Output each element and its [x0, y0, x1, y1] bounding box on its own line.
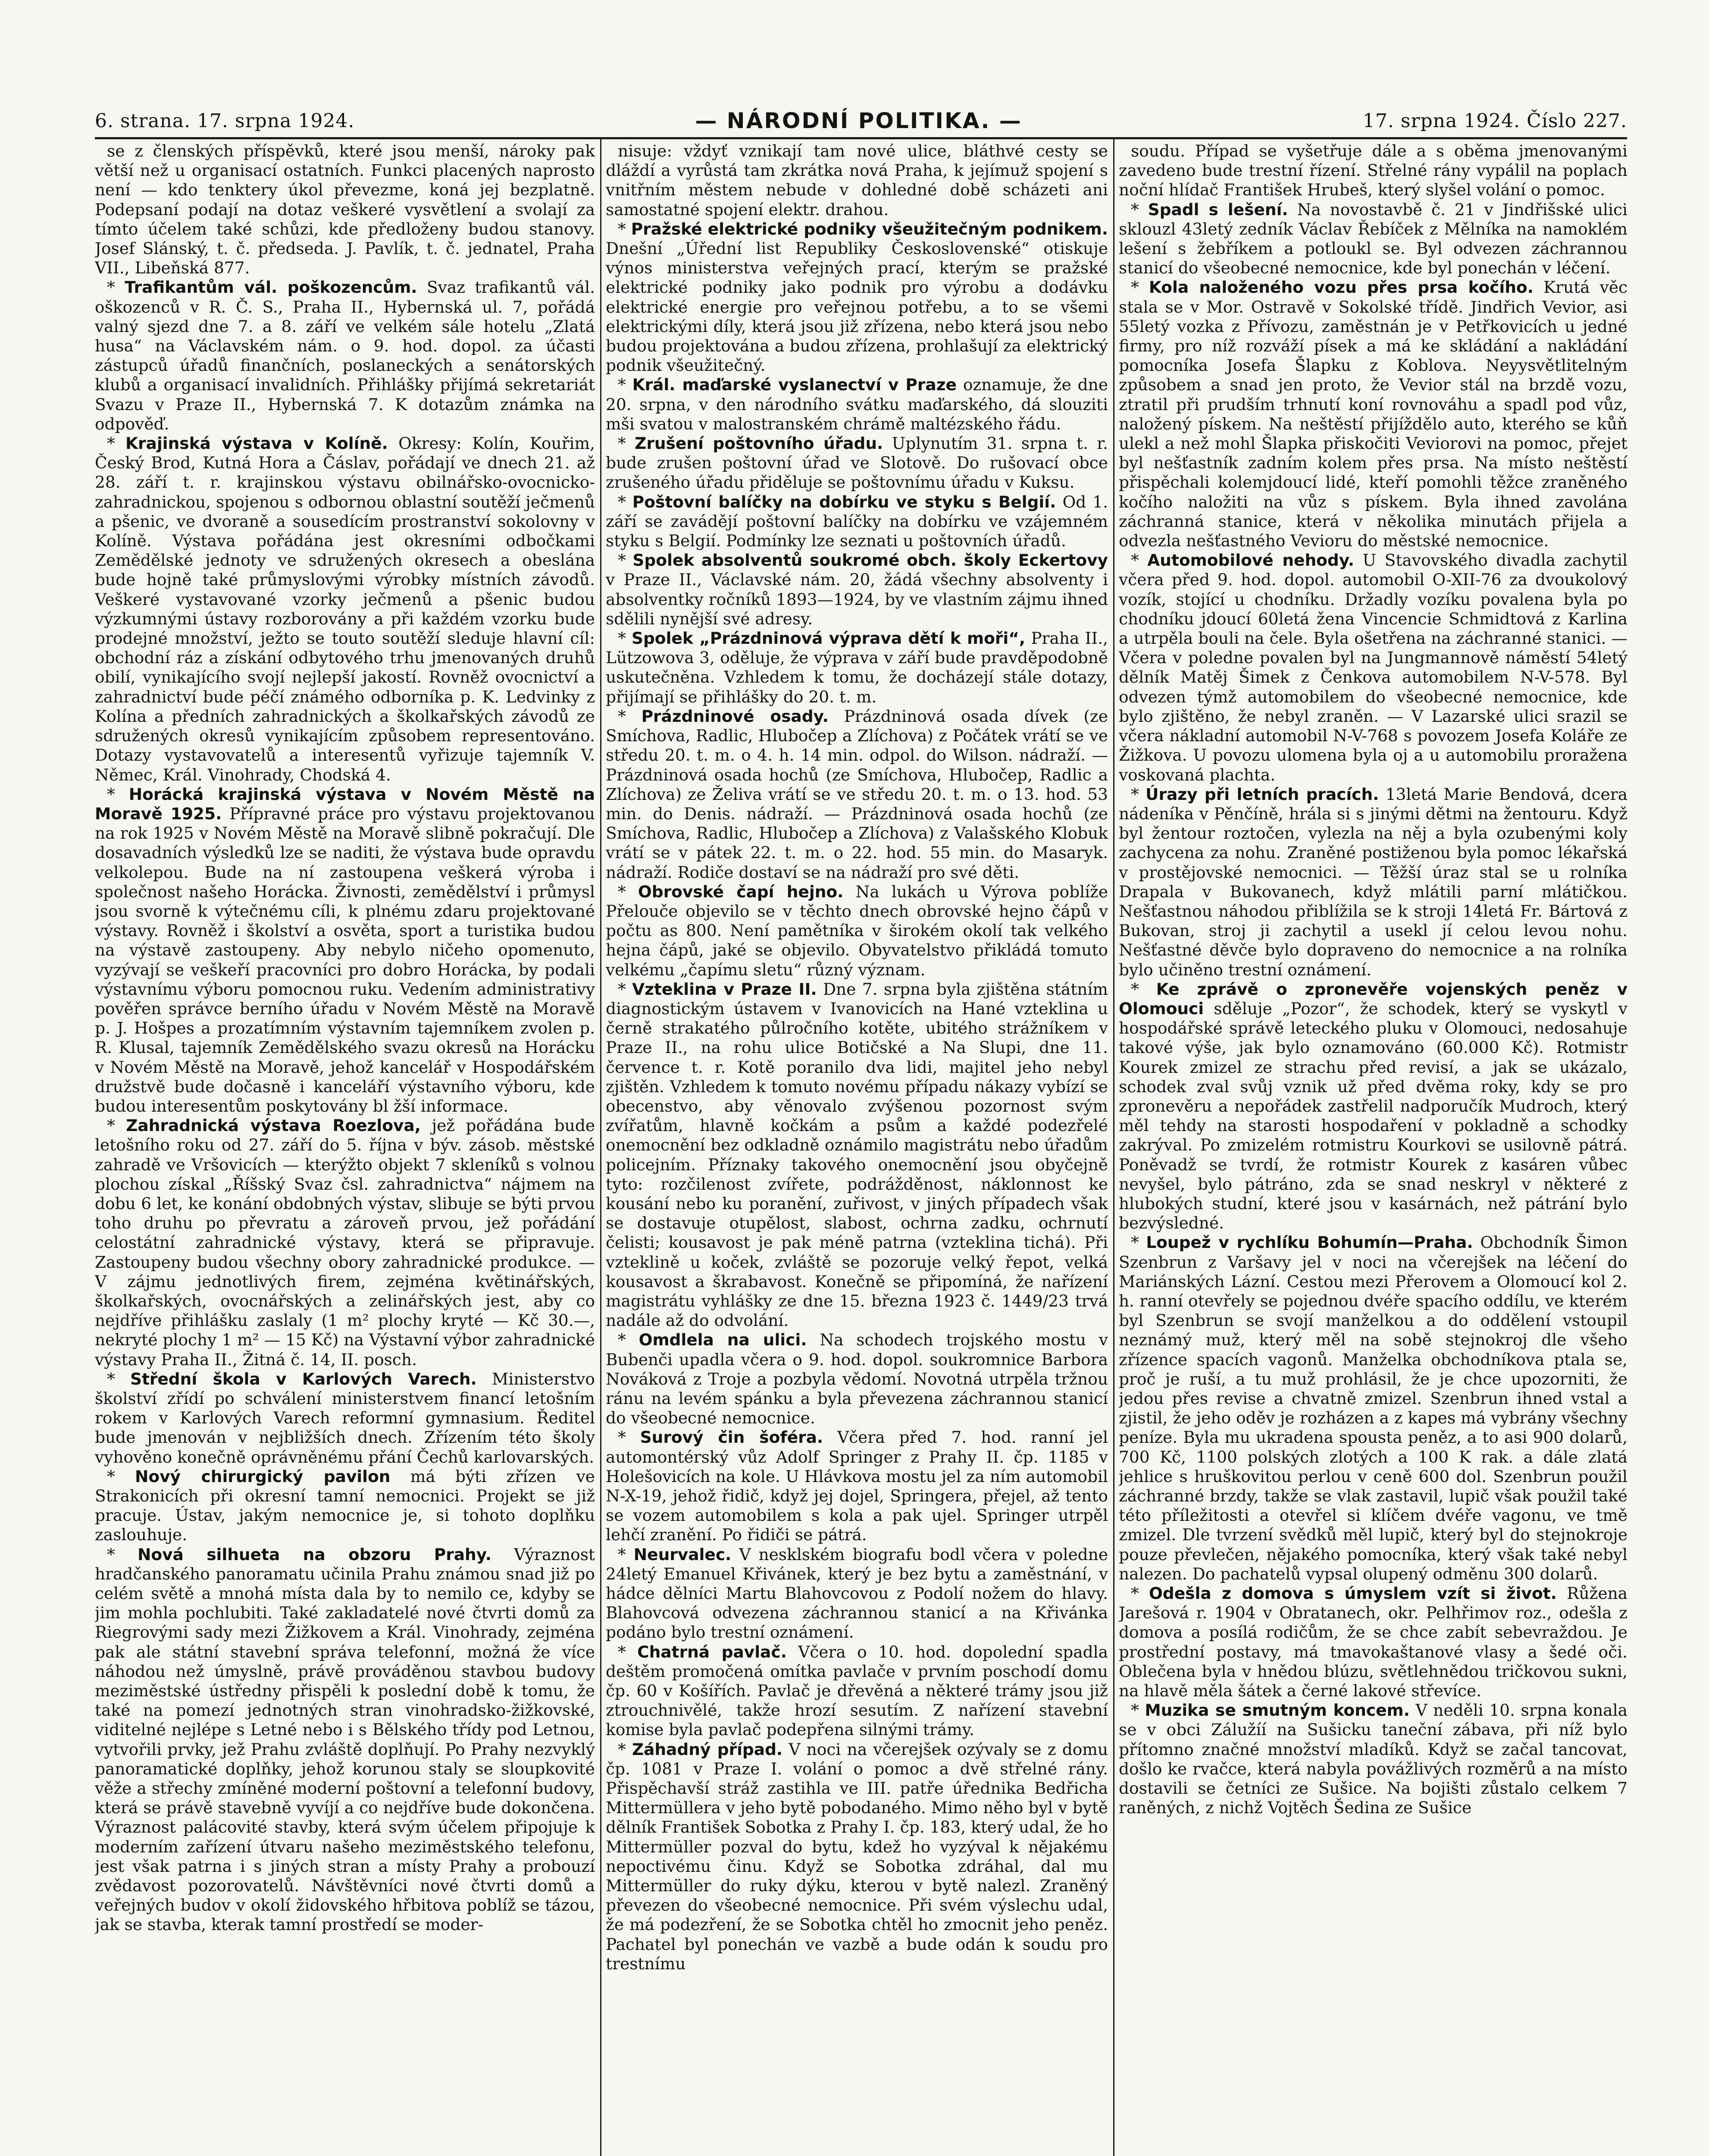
article-heading: Loupež v rychlíku Bohumín—Praha. [1146, 1233, 1473, 1252]
article-heading: Nový chirurgický pavilon [135, 1467, 391, 1486]
article-paragraph: * Automobilové nehody. U Stavovského divadla zachytil včera před 9. hod. dopol. automobil O-XII-76 za dvoukolový vozík, stojící u chodníku. Držadly vozíku povalena byla po chodníku jdoucí 60letá žena Vincencie Schmidtová z Karlina a utrpěla bouli na čele. Byla ošetřena na záchranné stanici. — Včera v poledne povalen byl na Jungmannově náměstí 54letý dělník Matěj Šimek z Čenkova automobilem N-V-578. Byl odvezen týmž automobilem do všeobecné nemocnice, kde bylo zjištěno, že nebyl zraněn. — V Lazarské ulici srazil se včera nákladní automobil N-V-768 s povozem Josefa Koláře ze Žižkova. U povozu ulomena byla oj a u automobilu proražena voskovaná plachta. [1119, 551, 1628, 784]
article-text: Včera o 10. hod. dopolední spadla deštěm promočená omítka pavlače v prvním poschodí domu čp. 60 v Košířích. Pavlač je dřevěná a některé trámy jsou již ztrouchnivělé, takže hrozí sesutím. Z nařízení stavební komise byla pavlač podepřena silnými trámy. [606, 1642, 1108, 1739]
column-divider [1113, 137, 1114, 2156]
article-heading: Střední škola v Karlových Varech. [130, 1369, 477, 1388]
article-paragraph: * Prázdninové osady. Prázdninová osada dívek (ze Smíchova, Radlic, Hlubočep a Zlíchova) z Počátek vrátí se ve středu 20. t. m. o 4. h. 14 min. odpol. do Wilson. nádraží. — Prázdninová osada hochů (ze Smíchova, Hlubočep, Radlic a Zlíchova) ze Želiva vrátí se ve středu 20. t. m. o 13. hod. 53 min. do Denis. nádraží. — Prázdninová osada hochů (ze Smíchova, Radlic, Hlubočep a Zlíchova) z Valašského Klobuk vrátí se v pátek 22. t. m. o 22. hod. 55 min. do Masaryk. nádraží. Rodiče dostaví se na nádraží pro své děti. [606, 706, 1108, 882]
newspaper-title: — NÁRODNÍ POLITIKA. — [695, 108, 1022, 133]
article-text: Na lukách u Výrova poblíže Přelouče objevilo se v těchto dnech obrovské hejno čápů v počtu as 800. Není pamětníka v širokém okolí tak velkého hejna čápů, jaké se objevilo. Obyvatelstvo přikládá tomuto velkému „čapímu sletu“ různý význam. [606, 882, 1108, 979]
article-text: soudu. Případ se vyšetřuje dále a s oběma jmenovanými zavedeno bude trestní řízení. Střelné rány vypálil na poplach noční hlídač František Hrubeš, který slyšel volání o pomoc. [1119, 141, 1628, 200]
article-text: U Stavovského divadla zachytil včera před 9. hod. dopol. automobil O-XII-76 za dvoukolový vozík, stojící u chodníku. Držadly vozíku povalena byla po chodníku jdoucí 60letá žena Vincencie Schmidtová z Karlina a utrpěla bouli na čele. Byla ošetřena na záchranné stanici. — Včera v poledne povalen byl na Jungmannově náměstí 54letý dělník Matěj Šimek z Čenkova automobilem N-V-578. Byl odvezen týmž automobilem do všeobecné nemocnice, kde bylo zjištěno, že nebyl zraněn. — V Lazarské ulici srazil se včera nákladní automobil N-V-768 s povozem Josefa Koláře ze Žižkova. U povozu ulomena byla oj a u automobilu proražena voskovaná plachta. [1119, 551, 1628, 784]
article-paragraph: * Vzteklina v Praze II. Dne 7. srpna byla zjištěna státním diagnostickým ústavem v Ivanovicích na Hané vzteklina u černě strakatého půlročního kotěte, ubitého strážníkem v Praze II., na rohu ulice Botičské a Na Slupi, dne 11. července t. r. Kotě poranilo dva lidi, majitel jeho nebyl zjištěn. Vzhledem k tomuto novému případu nákazy vybízí se obecenstvo, aby věnovalo zvýšenou pozornost svým zvířatům, hlavně kočkám a psům a každé podezřelé onemocnění bez odkladně oznámilo magistrátu nebo úřadům policejním. Příznaky takového onemocnění jsou obyčejně tyto: rozčilenost zvířete, podrážděnost, náklonnost ke kousání nebo ku poranění, zuřivost, v jiných případech však se dostavuje otupělost, slabost, ochrna zadku, ochrnutí čelisti; kousavost je pak méně patrna (vzteklina tichá). Při vzteklině u koček, zvláště se pozoruje velký řepot, velká kousavost a škrabavost. Konečně se připomíná, že nařízení magistrátu vyhlášky ze dne 15. března 1923 č. 1449/23 trvá nadále až do odvolání. [606, 979, 1108, 1330]
article-heading: Muzika se smutným koncem. [1145, 1701, 1410, 1720]
article-paragraph: * Kola naloženého vozu přes prsa kočího. Krutá věc stala se v Mor. Ostravě v Sokolské třídě. Jindřich Vevior, asi 55letý vozka z Přívozu, zaměstnán je v Petřkovicích u jedné firmy, pro níž rozváží písek a má ke skládání a nakládání pomocníka Josefa Šlapku z Koblova. Neyysvětlitelným způsobem a snad jen proto, že Vevior stál na brzdě vozu, ztratil při prudším trhnutí koní rovnováhu a spadl pod vůz, naložený pískem. Na neštěstí přijíždělo auto, kterého se kůň ulekl a než mohl Šlapka přiskočiti Veviorovi na pomoc, přejet byl nešťastník zadním kolem přes prsa. Na místo neštěstí přispěchali kolemjdoucí lidé, kteří pomohli těžce zraněného kočího naložiti na vůz s pískem. Byla ihned zavolána záchranná stanice, která v několika minutách přijela a odvezla nešťastného Vevioru do městské nemocnice. [1119, 278, 1628, 551]
header-rule [95, 137, 1627, 139]
article-paragraph: * Spolek absolventů soukromé obch. školy Eckertovy v Praze II., Václavské nám. 20, žádá všechny absolventy i absolventky ročníků 1893—1924, by ve vlastním zájmu ihned sdělili nynější své adresy. [606, 551, 1108, 628]
article-text: Přípravné práce pro výstavu projektovanou na rok 1925 v Novém Městě na Moravě slibně pokračují. Dle dosavadních výsledků lze se naditi, že výstava bude opravdu velkolepou. Bude na ní zastoupena veškerá výroba i společnost našeho Horácka. Živnosti, zemědělství i průmysl jsou svorně k výtečnému cíli, k plnému zdaru projektované výstavy. Rovněž i školství a osvěta, sport a turistika budou na výstavě zastoupeny. Aby nebylo ničeho opomenuto, vyzývají se veškeří pracovníci pro dobro Horácka, by podali výstavnímu výboru pomocnou ruku. Vedením administrativy pověřen správce berního úřadu v Novém Městě na Moravě p. J. Hošpes a prozatímním výstavním tajemníkem zvolen p. R. Klusal, tajemník Zemědělského svazu okresů na Horácku v Novém Městě na Moravě, jehož kancelář v Hospodářském družstvě bude dočasně i kanceláří výstavního výboru, kde budou interesentům poskytovány bl žší informace. [95, 804, 595, 1116]
article-paragraph: * Král. maďarské vyslanectví v Praze oznamuje, že dne 20. srpna, v den národního svátku maďarského, dá slouziti mši svatou v malostranském chrámě maltézského řádu. [606, 375, 1108, 433]
article-heading: Surový čin šoféra. [640, 1428, 823, 1447]
article-heading: Neurvalec. [633, 1545, 732, 1564]
article-text: se z členských příspěvků, které jsou menší, nároky pak větší než u organisací ostatních. Funkci placených naprosto není — kdo tenktery úkol převezme, koná jej bezplatně. Podepsaní podají na dotaz veškeré vysvětlení a svolají za tímto účelem také schůzi, kde předloženy budou stanovy. Josef Slánský, t. č. předseda. J. Pavlík, t. č. jednatel, Praha VII., Libeňská 877. [95, 141, 595, 278]
article-text: v Praze II., Václavské nám. 20, žádá všechny absolventy i absolventky ročníků 1893—1924, by ve vlastním zájmu ihned sdělili nynější své adresy. [606, 570, 1108, 628]
article-text: Růžena Jarešová r. 1904 v Obratanech, okr. Pelhřimov roz., odešla z domova a posílá rodičům, že se chce zabít sebevraždou. Je prostřední postavy, má tmavokaštanové vlasy a šedé oči. Oblečena byla v hnědou blúzu, světlehnědou tričkovou sukni, na hlavě měla šátek a černé lakové střevíce. [1119, 1584, 1628, 1701]
article-paragraph: * Pražské elektrické podniky všeužitečným podnikem. Dnešní „Úřední list Republiky Československé“ otiskuje výnos ministerstva veřejných prací, kterým se pražské elektrické podniky jako podnik pro výrobu a dodávku elektrické energie pro veřejnou potřebu, a to se všemi elektrickými díly, která jsou již zřízena, nebo která jsou nebo budou projektována a budou zřízena, prohlašují za elektrický podnik všeužitečný. [606, 219, 1108, 375]
article-paragraph: * Úrazy při letních pracích. 13letá Marie Bendová, dcera nádeníka v Pěnčíně, hrála si s jinými dětmi na žentouru. Když byl žentour roztočen, vylezla na něj a byla ozubenými koly zachycena za nohu. Zraněné postiženou byla pomoc lékařská v prostějovské nemocnici. — Těžší úraz stal se u rolníka Drapala v Bukovanech, když mlátili parní mlátičkou. Nešťastnou náhodou přiblížila se k stroji 14letá Fr. Bártová z Bukovan, stroj ji zachytil a usekl jí celou levou nohu. Nešťastné děvče bylo dopraveno do nemocnice a na rolníka bylo učiněno trestní oznámení. [1119, 784, 1628, 979]
article-text: nisuje: vždyť vznikají tam nové ulice, bláthvé cesty se dláždí a vyrůstá tam zkrátka nová Praha, k jejímuž spojení s vnitřním městem nebude v dohledné době scházeti ani samostatné spojení elektr. drahou. [606, 141, 1108, 219]
article-heading: Spolek „Prázdninová výprava dětí k moři“, [631, 629, 1026, 648]
article-heading: Nová silhueta na obzoru Prahy. [137, 1545, 491, 1564]
article-paragraph: * Chatrná pavlač. Včera o 10. hod. dopolední spadla deštěm promočená omítka pavlače v prvním poschodí domu čp. 60 v Košířích. Pavlač je dřevěná a některé trámy jsou již ztrouchnivělé, takže hrozí sesutím. Z nařízení stavební komise byla pavlač podepřena silnými trámy. [606, 1642, 1108, 1739]
article-paragraph [606, 141, 1108, 219]
article-heading: Kola naloženého vozu přes prsa kočího. [1149, 278, 1534, 297]
article-text: má býti zřízen ve Strakonicích při okresní tamní nemocnici. Projekt se již pracuje. Ústav, jakým nemocnice je, si tohoto doplňku zaslouhuje. [95, 1467, 595, 1545]
article-heading: Spadl s lešení. [1148, 200, 1288, 219]
article-paragraph: * Zahradnická výstava Roezlova, jež pořádána bude letošního roku od 27. září do 5. října v býv. zásob. městské zahradě ve Vršovicích — kterýžto objekt 7 skleníků s volnou plochou získal „Říšský Svaz čsl. zahradnictva“ nájmem na dobu 6 let, ke konání obdobných výstav, slibuje se býti prvou toho druhu po převratu a zároveň prvou, jež pořádání celostátní zahradnické výstavy, která se připravuje. Zastoupeny budou všechny obory zahradnické produkce. — V zájmu jednotlivých firem, zejména květinářských, školkařských, ovocnářských a zelinářských jest, aby co nejdříve přihlášku zaslaly (1 m² plochy kryté — Kč 30.—, nekryté plochy 1 m² — 15 Kč) na Výstavní výbor zahradnické výstavy Praha II., Žitná č. 14, II. posch. [95, 1116, 595, 1369]
article-heading: Úrazy při letních pracích. [1146, 784, 1379, 804]
article-heading: Omdlela na ulici. [639, 1330, 807, 1350]
article-text: Od 1. září se zavádějí poštovní balíčky na dobírku ve vzájemném styku s Belgií. Podmínky lze seznati u poštovních úřadů. [606, 492, 1108, 551]
column-2 [606, 141, 1108, 2156]
article-paragraph: * Neurvalec. V nesklském biografu bodl včera v poledne 24letý Emanuel Křivánek, který je bez bytu a zaměstnání, v hádce dělníci Martu Blahovcovou z Podolí nožem do hlavy. Blahovcová odvezena záchrannou stanicí a na Křivánka podáno bylo trestní oznámení. [606, 1545, 1108, 1642]
issue-number: 17. srpna 1924. Číslo 227. [1362, 110, 1627, 132]
article-heading: Trafikantům vál. poškozencům. [125, 278, 417, 297]
article-text: Ministerstvo školství zřídí po schválení ministerstvem financí letošním rokem v Karlových Varech reformní gymnasium. Ředitel bude jmenován v nejbližších dnech. Zřízením této školy vyhověno konečně oprávněnému přání Čechů karlovarských. [95, 1369, 595, 1467]
article-heading: Obrovské čapí hejno. [638, 882, 844, 901]
article-text: Okresy: Kolín, Kouřim, Český Brod, Kutná Hora a Čáslav, pořádají ve dnech 21. až 28. září t. r. krajinskou výstavu obilnářsko-ovocnicko-zahradnickou, spojenou s odbornou oblastní soutěží ječmenů a pšenic, ve dvoraně a sousedícím prostranství sokolovny v Kolíně. Výstava pořádána jest okresními odbočkami Zemědělské jednoty ve sdružených okresech a obeslána bude hojně také průmyslovými výrobky místních závodů. Veškeré vystavované vzorky ječmenů a pšenic budou výzkumnými ústavy rozborovány a při každém vzorku bude prodejné množství, ježto se touto soutěží sleduje hlavní cíl: obchodní ráz a získání odbytového trhu jmenovaných druhů obilí, vynikajícího svojí nejlepší jakostí. Rovněž ovocnictví a zahradnictví bude péčí známého odborníka p. K. Ledvinky z Kolína a předních zahradnických a školkařských závodů ze sdružených okresů vynikajícím způsobem representováno. Dotazy vystavovatelů a interesentů vyřizuje tajemník V. Němec, Král. Vinohrady, Chodská 4. [95, 434, 595, 784]
article-heading: Poštovní balíčky na dobírku ve styku s Belgií. [632, 492, 1056, 511]
article-text: oznamuje, že dne 20. srpna, v den národního svátku maďarského, dá slouziti mši svatou v malostranském chrámě maltézského řádu. [606, 375, 1108, 433]
article-text: Na novostavbě č. 21 v Jindřišské ulici sklouzl 43letý zedník Václav Řebíček z Mělníka na namoklém lešení s žebříkem a potloukl se. Byl odvezen záchrannou stanicí do všeobecné nemocnice, kde byl ponechán v léčení. [1119, 200, 1628, 278]
article-paragraph: * Ke zprávě o zpronevěře vojenských peněz v Olomouci sděluje „Pozor“, že schodek, který se vyskytl v hospodářské správě leteckého pluku v Olomouci, nedosahuje takové výše, jak bylo oznamováno (60.000 Kč). Rotmistr Kourek zmizel ze strachu před revisí, a jak se ukázalo, schodek zval svůj vznik už před dvěma roky, kdy se pro zpronevěru a nepořádek zastřelil nadporučík Mudroch, který měl tehdy na starosti hospodaření v pokladně a schodky zakrýval. Po zmizelém rotmistru Kourkovi se usilovně pátrá. Poněvadž se tvrdí, že rotmistr Kourek z kasáren vůbec nevyšel, bylo pátráno, zda se snad neskryl v některé z hlubokých studní, které jsou v kasárnách, než pátrání bylo bezvýsledné. [1119, 979, 1628, 1233]
article-paragraph [1119, 141, 1628, 200]
article-heading: Odešla z domova s úmyslem vzít si život. [1149, 1584, 1557, 1603]
column-1 [95, 141, 595, 2156]
article-paragraph: * Trafikantům vál. poškozencům. Svaz trafikantů vál. oškozenců v R. Č. S., Praha II., Hybernská ul. 7, pořádá valný sjezd dne 7. a 8. září ve velkém sále hotelu „Zlatá husa“ na Václavském nám. o 9. hod. dopol. za účasti zástupců úřadů finančních, poslaneckých a senátorských klubů a organisací invalidních. Přihlášky přijímá sekretariát Svazu v Praze II., Hybernská 7. K dotazům známka na odpověď. [95, 278, 595, 433]
article-heading: Chatrná pavlač. [637, 1642, 787, 1661]
article-paragraph: * Surový čin šoféra. Včera před 7. hod. ranní jel automontérský vůz Adolf Springer z Prahy II. čp. 1185 v Holešovicích na kole. U Hlávkova mostu jel za ním automobil N-X-19, jehož řidič, když jej dojel, Springera, přejel, až tento se vozem automobilem s kola a pak ujel. Springer utrpěl lehčí zranění. Po řidiči se pátrá. [606, 1428, 1108, 1545]
article-text: Dnešní „Úřední list Republiky Československé“ otiskuje výnos ministerstva veřejných prací, kterým se pražské elektrické podniky jako podnik pro výrobu a dodávku elektrické energie pro veřejnou potřebu, a to se všemi elektrickými díly, která jsou již zřízena, nebo která jsou nebo budou projektována a budou zřízena, prohlašují za elektrický podnik všeužitečný. [606, 239, 1108, 375]
article-text: 13letá Marie Bendová, dcera nádeníka v Pěnčíně, hrála si s jinými dětmi na žentouru. Když byl žentour roztočen, vylezla na něj a byla ozubenými koly zachycena za nohu. Zraněné postiženou byla pomoc lékařská v prostějovské nemocnici. — Těžší úraz stal se u rolníka Drapala v Bukovanech, když mlátili parní mlátičkou. Nešťastnou náhodou přiblížila se k stroji 14letá Fr. Bártová z Bukovan, stroj ji zachytil a usekl jí celou levou nohu. Nešťastné děvče bylo dopraveno do nemocnice a na rolníka bylo učiněno trestní oznámení. [1119, 784, 1628, 979]
article-paragraph: * Záhadný případ. V noci na včerejšek ozývaly se z domu čp. 1081 v Praze I. volání o pomoc a dvě střelné rány. Přispěchavší stráž zastihla ve III. patře úřednika Bedřicha Mittermüllera v jeho bytě pobodaného. Mimo něho byl v bytě dělník František Sobotka z Prahy I. čp. 183, který udal, že ho Mittermüller pozval do bytu, kdež ho vyzýval k nějakému nepoctivému činu. Když se Sobotka zdráhal, dal mu Mittermüller do ruky dýku, kterou v bytě nalezl. Zraněný převezen do všeobecné nemocnice. Při svém výslechu udal, že má podezření, že se Sobotka chtěl ho zmocnit jeho peněz. Pachatel byl ponechán ve vazbě a bude odán k soudu pro trestnímu [606, 1739, 1108, 1973]
article-text: Praha II., Lützowova 3, oděluje, že výprava v září bude pravděpodobně uskutečněna. Vzhledem k tomu, že docházejí stále dotazy, přijímají se přihlášky do 20. t. m. [606, 629, 1108, 706]
article-paragraph: * Poštovní balíčky na dobírku ve styku s Belgií. Od 1. září se zavádějí poštovní balíčky na dobírku ve vzájemném styku s Belgií. Podmínky lze seznati u poštovních úřadů. [606, 492, 1108, 551]
article-paragraph: * Nová silhueta na obzoru Prahy. Výraznost hradčanského panoramatu učinila Prahu známou snad již po celém světě a mnohá místa dala by to nemilo ce, kdyby se jim mohla pochlubiti. Také zakladatelé nové čtvrti domů za Riegrovými sady mezi Žižkovem a Král. Vinohrady, zejména pak ale státní stavební správa telefonní, možná že více náhodou než úmyslně, právě prováděnou stavbou budovy meziměstské ústředny přispěli k poslední době k tomu, že také na pomezí jednotných stran vinohradsko-žižkovské, viditelné nejlépe s Letné nebo i s Bělského třídy pod Letnou, vytvořili prvky, jež Prahu zvláště doplňují. Po Prahy nezvyklý panoramatické doplňky, jehož korunou staly se sloupkovité věže a střechy zmíněné moderní poštovní a telefonní budovy, která se právě stavebně vyvíjí a co nejdříve bude dokončena. Výraznost palácovité stavby, která svým účelem připojuje k moderním zařízení útvaru našeho meziměstského telefonu, jest však patrna i s jiných stran a místy Prahy a probouzí zvědavost pozorovatelů. Návštěvníci nové čtvrti domů a veřejných budov v okolí židovského hřbitova poblíž se tázou, jak se stavba, kterak tamní prostředí se moder- [95, 1545, 595, 1934]
article-heading: Zahradnická výstava Roezlova, [126, 1116, 421, 1135]
article-heading: Zrušení poštovního úřadu. [635, 434, 883, 453]
article-paragraph: * Nový chirurgický pavilon má býti zřízen ve Strakonicích při okresní tamní nemocnici. Projekt se již pracuje. Ústav, jakým nemocnice je, si tohoto doplňku zaslouhuje. [95, 1467, 595, 1545]
article-paragraph: * Spolek „Prázdninová výprava dětí k moři“, Praha II., Lützowova 3, oděluje, že výprava v září bude pravděpodobně uskutečněna. Vzhledem k tomu, že docházejí stále dotazy, přijímají se přihlášky do 20. t. m. [606, 629, 1108, 706]
article-paragraph: * Krajinská výstava v Kolíně. Okresy: Kolín, Kouřim, Český Brod, Kutná Hora a Čáslav, pořádají ve dnech 21. až 28. září t. r. krajinskou výstavu obilnářsko-ovocnicko-zahradnickou, spojenou s odbornou oblastní soutěží ječmenů a pšenic, ve dvoraně a sousedícím prostranství sokolovny v Kolíně. Výstava pořádána jest okresními odbočkami Zemědělské jednoty ve sdružených okresech a obeslána bude hojně také průmyslovými výrobky místních závodů. Veškeré vystavované vzorky ječmenů a pšenic budou výzkumnými ústavy rozborovány a při každém vzorku bude prodejné množství, ježto se touto soutěží sleduje hlavní cíl: obchodní ráz a získání odbytového trhu jmenovaných druhů obilí, vynikajícího svojí nejlepší jakostí. Rovněž ovocnictví a zahradnictví bude péčí známého odborníka p. K. Ledvinky z Kolína a předních zahradnických a školkařských závodů ze sdružených okresů vynikajícím způsobem representováno. Dotazy vystavovatelů a interesentů vyřizuje tajemník V. Němec, Král. Vinohrady, Chodská 4. [95, 434, 595, 784]
article-text: Na schodech trojského mostu v Bubenči upadla včera o 9. hod. dopol. soukromnice Barbora Nováková z Troje a pozbyla vědomí. Novotná utrpěla tržnou ránu na levém spánku a byla převezena záchrannou stanicí do všeobecné nemocnice. [606, 1330, 1108, 1428]
article-paragraph: * Muzika se smutným koncem. V neděli 10. srpna konala se v obci Zálužíí na Sušicku taneční zábava, při níž bylo přítomno značné množství mladíků. Když se začal tancovat, došlo ke rvačce, která nabyla povážlivých rozměrů a na místo dostavili se četníci ze Sušice. Na bojišti zůstalo celkem 7 raněných, z nichž Vojtěch Šedina ze Sušice [1119, 1701, 1628, 1818]
article-heading: Automobilové nehody. [1147, 551, 1355, 570]
article-heading: Vzteklina v Praze II. [632, 979, 817, 999]
article-heading: Spolek absolventů soukromé obch. školy Eckertovy [632, 551, 1108, 570]
article-paragraph: * Horácká krajinská výstava v Novém Městě na Moravě 1925. Přípravné práce pro výstavu projektovanou na rok 1925 v Novém Městě na Moravě slibně pokračují. Dle dosavadních výsledků lze se naditi, že výstava bude opravdu velkolepou. Bude na ní zastoupena veškerá výroba i společnost našeho Horácka. Živnosti, zemědělství i průmysl jsou svorně k výtečnému cíli, k plnému zdaru projektované výstavy. Rovněž i školství a osvěta, sport a turistika budou na výstavě zastoupeny. Aby nebylo ničeho opomenuto, vyzývají se veškeří pracovníci pro dobro Horácka, by podali výstavnímu výboru pomocnou ruku. Vedením administrativy pověřen správce berního úřadu v Novém Městě na Moravě p. J. Hošpes a prozatímním výstavním tajemníkem zvolen p. R. Klusal, tajemník Zemědělského svazu okresů na Horácku v Novém Městě na Moravě, jehož kancelář v Hospodářském družstvě bude dočasně i kanceláří výstavního výboru, kde budou interesentům poskytovány bl žší informace. [95, 784, 595, 1116]
article-heading: Krajinská výstava v Kolíně. [125, 434, 388, 453]
article-paragraph: * Odešla z domova s úmyslem vzít si život. Růžena Jarešová r. 1904 v Obratanech, okr. Pelhřimov roz., odešla z domova a posílá rodičům, že se chce zabít sebevraždou. Je prostřední postavy, má tmavokaštanové vlasy a šedé oči. Oblečena byla v hnědou blúzu, světlehnědou tričkovou sukni, na hlavě měla šátek a černé lakové střevíce. [1119, 1584, 1628, 1701]
article-text: Včera před 7. hod. ranní jel automontérský vůz Adolf Springer z Prahy II. čp. 1185 v Holešovicích na kole. U Hlávkova mostu jel za ním automobil N-X-19, jehož řidič, když jej dojel, Springera, přejel, až tento se vozem automobilem s kola a pak ujel. Springer utrpěl lehčí zranění. Po řidiči se pátrá. [606, 1428, 1108, 1545]
article-heading: Horácká krajinská výstava v Novém Městě na Moravě 1925. [95, 784, 595, 823]
article-paragraph: * Omdlela na ulici. Na schodech trojského mostu v Bubenči upadla včera o 9. hod. dopol. soukromnice Barbora Nováková z Troje a pozbyla vědomí. Novotná utrpěla tržnou ránu na levém spánku a byla převezena záchrannou stanicí do všeobecné nemocnice. [606, 1330, 1108, 1428]
article-text: Výraznost hradčanského panoramatu učinila Prahu známou snad již po celém světě a mnohá místa dala by to nemilo ce, kdyby se jim mohla pochlubiti. Také zakladatelé nové čtvrti domů za Riegrovými sady mezi Žižkovem a Král. Vinohrady, zejména pak ale státní stavební správa telefonní, možná že více náhodou než úmyslně, právě prováděnou stavbou budovy meziměstské ústředny přispěli k poslední době k tomu, že také na pomezí jednotných stran vinohradsko-žižkovské, viditelné nejlépe s Letné nebo i s Bělského třídy pod Letnou, vytvořili prvky, jež Prahu zvláště doplňují. Po Prahy nezvyklý panoramatické doplňky, jehož korunou staly se sloupkovité věže a střechy zmíněné moderní poštovní a telefonní budovy, která se právě stavebně vyvíjí a co nejdříve bude dokončena. Výraznost palácovité stavby, která svým účelem připojuje k moderním zařízení útvaru našeho meziměstského telefonu, jest však patrna i s jiných stran a místy Prahy a probouzí zvědavost pozorovatelů. Návštěvníci nové čtvrti domů a veřejných budov v okolí židovského hřbitova poblíž se tázou, jak se stavba, kterak tamní prostředí se moder- [95, 1545, 595, 1934]
article-text: V nesklském biografu bodl včera v poledne 24letý Emanuel Křivánek, který je bez bytu a zaměstnání, v hádce dělníci Martu Blahovcovou z Podolí nožem do hlavy. Blahovcová odvezena záchrannou stanicí a na Křivánka podáno bylo trestní oznámení. [606, 1545, 1108, 1642]
page-header [95, 106, 1627, 136]
article-text: jež pořádána bude letošního roku od 27. září do 5. října v býv. zásob. městské zahradě ve Vršovicích — kterýžto objekt 7 skleníků s volnou plochou získal „Říšský Svaz čsl. zahradnictva“ nájmem na dobu 6 let, ke konání obdobných výstav, slibuje se býti prvou toho druhu po převratu a zároveň prvou, jež pořádání celostátní zahradnické výstavy, která se připravuje. Zastoupeny budou všechny obory zahradnické produkce. — V zájmu jednotlivých firem, zejména květinářských, školkařských, ovocnářských a zelinářských jest, aby co nejdříve přihlášku zaslaly (1 m² plochy kryté — Kč 30.—, nekryté plochy 1 m² — 15 Kč) na Výstavní výbor zahradnické výstavy Praha II., Žitná č. 14, II. posch. [95, 1116, 595, 1369]
article-heading: Ke zprávě o zpronevěře vojenských peněz v Olomouci [1119, 979, 1628, 1018]
column-divider [600, 137, 601, 2156]
article-text: sděluje „Pozor“, že schodek, který se vyskytl v hospodářské správě leteckého pluku v Olomouci, nedosahuje takové výše, jak bylo oznamováno (60.000 Kč). Rotmistr Kourek zmizel ze strachu před revisí, a jak se ukázalo, schodek zval svůj vznik už před dvěma roky, kdy se pro zpronevěru a nepořádek zastřelil nadporučík Mudroch, který měl tehdy na starosti hospodaření v pokladně a schodky zakrýval. Po zmizelém rotmistru Kourkovi se usilovně pátrá. Poněvadž se tvrdí, že rotmistr Kourek z kasáren vůbec nevyšel, bylo pátráno, zda se snad neskryl v některé z hlubokých studní, které jsou v kasárnách, než pátrání bylo bezvýsledné. [1119, 999, 1628, 1233]
article-paragraph: * Zrušení poštovního úřadu. Uplynutím 31. srpna t. r. bude zrušen poštovní úřad ve Slotově. Do rušovací obce zrušeného úřadu přiděluje se poštovnímu úřadu v Kuksu. [606, 434, 1108, 492]
article-heading: Král. maďarské vyslanectví v Praze [632, 375, 957, 395]
article-heading: Záhadný případ. [632, 1739, 783, 1759]
article-paragraph: * Loupež v rychlíku Bohumín—Praha. Obchodník Šimon Szenbrun z Varšavy jel v noci na včerejšek na léčení do Mariánských Lázní. Cestou mezi Přerovem a Olomoucí kol 2. h. ranní otevřely se pojednou dvéře spacího oddílu, ve kterém byl Szenbrun se svojí manželkou a do oddělení vstoupil neznámý muž, který měl na sobě stejnokroj dle všeho zřízence spacích vagonů. Manželka obchodníkova ptala se, proč je ruší, a tu muž prohlásil, že je chce upozorniti, že jedou přes revise a chvatně zmizel. Szenbrun ihned vstal a zjistil, že jeho oděv je rozházen a z kapes má vybrány všechny peníze. Byla mu ukradena spousta peněz, a to asi 900 dolarů, 700 Kč, 1100 polských zlotých a 100 K rak. a dále zlatá jehlice s hruškovitou perlou v ceně 600 dol. Szenbrun použil záchranné brzdy, takže se vlak zastavil, lupič však použil také této příležitosti a otevřel si klíčem dvéře vagonu, ve tmě zmizel. Dle tvrzení svědků měl lupič, který byl do stejnokroje pouze převlečen, nějakého pomocníka, který však také nebyl nalezen. Do pachatelů vypsal olupený odměnu 300 dolarů. [1119, 1233, 1628, 1583]
article-text: Dne 7. srpna byla zjištěna státním diagnostickým ústavem v Ivanovicích na Hané vzteklina u černě strakatého půlročního kotěte, ubitého strážníkem v Praze II., na rohu ulice Botičské a Na Slupi, dne 11. července t. r. Kotě poranilo dva lidi, majitel jeho nebyl zjištěn. Vzhledem k tomuto novému případu nákazy vybízí se obecenstvo, aby věnovalo zvýšenou pozornost svým zvířatům, hlavně kočkám a psům a každé podezřelé onemocnění bez odkladně oznámilo magistrátu nebo úřadům policejním. Příznaky takového onemocnění jsou obyčejně tyto: rozčilenost zvířete, podrážděnost, náklonnost ke kousání nebo ku poranění, zuřivost, v jiných případech však se dostavuje otupělost, slabost, ochrna zadku, ochrnutí čelisti; kousavost je pak méně patrna (vzteklina tichá). Při vzteklině u koček, zvláště se pozoruje velký řepot, velká kousavost a škrabavost. Konečně se připomíná, že nařízení magistrátu vyhlášky ze dne 15. března 1923 č. 1449/23 trvá nadále až do odvolání. [606, 979, 1108, 1330]
article-paragraph: * Spadl s lešení. Na novostavbě č. 21 v Jindřišské ulici sklouzl 43letý zedník Václav Řebíček z Mělníka na namoklém lešení s žebříkem a potloukl se. Byl odvezen záchrannou stanicí do všeobecné nemocnice, kde byl ponechán v léčení. [1119, 200, 1628, 278]
column-3 [1119, 141, 1628, 2156]
article-heading: Pražské elektrické podniky všeužitečným podnikem. [631, 219, 1108, 238]
article-text: Svaz trafikantů vál. oškozenců v R. Č. S., Praha II., Hybernská ul. 7, pořádá valný sjezd dne 7. a 8. září ve velkém sále hotelu „Zlatá husa“ na Václavském nám. o 9. hod. dopol. za účasti zástupců úřadů finančních, poslaneckých a senátorských klubů a organisací invalidních. Přihlášky přijímá sekretariát Svazu v Praze II., Hybernská 7. K dotazům známka na odpověď. [95, 278, 595, 433]
article-text: Prázdninová osada dívek (ze Smíchova, Radlic, Hlubočep a Zlíchova) z Počátek vrátí se ve středu 20. t. m. o 4. h. 14 min. odpol. do Wilson. nádraží. — Prázdninová osada hochů (ze Smíchova, Hlubočep, Radlic a Zlíchova) ze Želiva vrátí se ve středu 20. t. m. o 13. hod. 53 min. do Denis. nádraží. — Prázdninová osada hochů (ze Smíchova, Radlic, Hlubočep a Zlíchova) z Valašského Klobuk vrátí se v pátek 22. t. m. o 22. hod. 55 min. do Masaryk. nádraží. Rodiče dostaví se na nádraží pro své děti. [606, 706, 1108, 882]
article-text: V neděli 10. srpna konala se v obci Zálužíí na Sušicku taneční zábava, při níž bylo přítomno značné množství mladíků. Když se začal tancovat, došlo ke rvačce, která nabyla povážlivých rozměrů a na místo dostavili se četníci ze Sušice. Na bojišti zůstalo celkem 7 raněných, z nichž Vojtěch Šedina ze Sušice [1119, 1701, 1628, 1818]
article-text: Obchodník Šimon Szenbrun z Varšavy jel v noci na včerejšek na léčení do Mariánských Lázní. Cestou mezi Přerovem a Olomoucí kol 2. h. ranní otevřely se pojednou dvéře spacího oddílu, ve kterém byl Szenbrun se svojí manželkou a do oddělení vstoupil neznámý muž, který měl na sobě stejnokroj dle všeho zřízence spacích vagonů. Manželka obchodníkova ptala se, proč je ruší, a tu muž prohlásil, že je chce upozorniti, že jedou přes revise a chvatně zmizel. Szenbrun ihned vstal a zjistil, že jeho oděv je rozházen a z kapes má vybrány všechny peníze. Byla mu ukradena spousta peněz, a to asi 900 dolarů, 700 Kč, 1100 polských zlotých a 100 K rak. a dále zlatá jehlice s hruškovitou perlou v ceně 600 dol. Szenbrun použil záchranné brzdy, takže se vlak zastavil, lupič však použil také této příležitosti a otevřel si klíčem dvéře vagonu, ve tmě zmizel. Dle tvrzení svědků měl lupič, který byl do stejnokroje pouze převlečen, nějakého pomocníka, který však také nebyl nalezen. Do pachatelů vypsal olupený odměnu 300 dolarů. [1119, 1233, 1628, 1583]
article-text: Krutá věc stala se v Mor. Ostravě v Sokolské třídě. Jindřich Vevior, asi 55letý vozka z Přívozu, zaměstnán je v Petřkovicích u jedné firmy, pro níž rozváží písek a má ke skládání a nakládání pomocníka Josefa Šlapku z Koblova. Neyysvětlitelným způsobem a snad jen proto, že Vevior stál na brzdě vozu, ztratil při prudším trhnutí koní rovnováhu a spadl pod vůz, naložený pískem. Na neštěstí přijíždělo auto, kterého se kůň ulekl a než mohl Šlapka přiskočiti Veviorovi na pomoc, přejet byl nešťastník zadním kolem přes prsa. Na místo neštěstí přispěchali kolemjdoucí lidé, kteří pomohli těžce zraněného kočího naložiti na vůz s pískem. Byla ihned zavolána záchranná stanice, která v několika minutách přijela a odvezla nešťastného Vevioru do městské nemocnice. [1119, 278, 1628, 551]
article-heading: Prázdninové osady. [641, 706, 829, 726]
article-paragraph [95, 141, 595, 278]
article-text: Uplynutím 31. srpna t. r. bude zrušen poštovní úřad ve Slotově. Do rušovací obce zrušeného úřadu přiděluje se poštovnímu úřadu v Kuksu. [606, 434, 1108, 492]
article-text: V noci na včerejšek ozývaly se z domu čp. 1081 v Praze I. volání o pomoc a dvě střelné rány. Přispěchavší stráž zastihla ve III. patře úřednika Bedřicha Mittermüllera v jeho bytě pobodaného. Mimo něho byl v bytě dělník František Sobotka z Prahy I. čp. 183, který udal, že ho Mittermüller pozval do bytu, kdež ho vyzýval k nějakému nepoctivému činu. Když se Sobotka zdráhal, dal mu Mittermüller do ruky dýku, kterou v bytě nalezl. Zraněný převezen do všeobecné nemocnice. Při svém výslechu udal, že má podezření, že se Sobotka chtěl ho zmocnit jeho peněz. Pachatel byl ponechán ve vazbě a bude odán k soudu pro trestnímu [606, 1739, 1108, 1973]
article-paragraph: * Obrovské čapí hejno. Na lukách u Výrova poblíže Přelouče objevilo se v těchto dnech obrovské hejno čápů v počtu as 800. Není pamětníka v širokém okolí tak velkého hejna čápů, jaké se objevilo. Obyvatelstvo přikládá tomuto velkému „čapímu sletu“ různý význam. [606, 882, 1108, 979]
page-number-date: 6. strana. 17. srpna 1924. [95, 110, 355, 132]
article-paragraph: * Střední škola v Karlových Varech. Ministerstvo školství zřídí po schválení ministerstvem financí letošním rokem v Karlových Varech reformní gymnasium. Ředitel bude jmenován v nejbližších dnech. Zřízením této školy vyhověno konečně oprávněnému přání Čechů karlovarských. [95, 1369, 595, 1467]
